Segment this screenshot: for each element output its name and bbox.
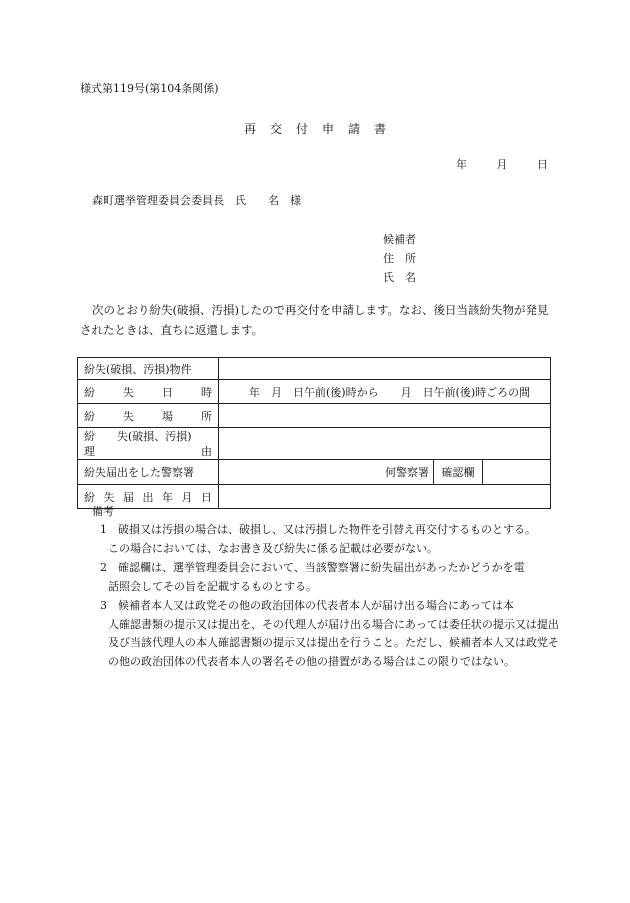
note-item: 2 確認欄は、選挙管理委員会において、当該警察署に紛失届出があったかどうかを電 話照会してその旨を記載するものとする。 (100, 561, 525, 593)
note-item: 3 候補者本人又は政党その他の政治団体の代表者本人が届け出る場合にあっては本 人確認書類の提示又は提出を、その代理人が届け出る場合にあっては委任状の提示又は提出及び当該代理人の本人確認書類の提示又は提出を行うこと。ただし、候補者本人又は政党その他の政治団体の代表者本人の署名その他の措置がある場合はこの限りではない。 (100, 599, 559, 668)
document-title: 再交付申請書 (244, 122, 401, 136)
table-row (78, 485, 551, 509)
confirm-field[interactable] (483, 460, 550, 484)
table-row (78, 358, 551, 380)
applicant-name-label: 氏 名 (383, 271, 416, 284)
lost-datetime-label: 紛 失 日 時 (78, 380, 219, 404)
lost-item-label: 紛失(破損、汚損)物件 (78, 358, 219, 380)
date-line (456, 156, 574, 172)
confirm-label: 確認欄 (433, 460, 483, 484)
police-station-field[interactable] (219, 460, 433, 484)
form-number: 様式第119号(第104条関係) (80, 82, 219, 95)
applicant-label: 候補者 (383, 233, 416, 246)
table-row (78, 380, 551, 404)
loss-reason-field[interactable] (219, 428, 551, 460)
notes-heading: 備考 (92, 505, 114, 518)
applicant-block (383, 230, 416, 287)
date-month: 月 (496, 158, 508, 171)
table-row (78, 460, 551, 485)
lost-datetime-field[interactable]: 年 月 日午前(後)時から 月 日午前(後)時ごろの間 (219, 380, 551, 404)
addressee: 森町選挙管理委員会委員長 氏 名 様 (92, 194, 301, 207)
report-date-field[interactable] (219, 485, 551, 509)
lost-place-field[interactable] (219, 404, 551, 428)
lost-place-label: 紛 失 場 所 (78, 404, 219, 428)
intro-paragraph: 次のとおり紛失(破損、汚損)したので再交付を申請します。なお、後日当該紛失物が発見されたときは、直ちに返還します。 (80, 303, 549, 337)
note-item: 1 破損又は汚損の場合は、破損し、又は汚損した物件を引替え再交付するものとする。 この場合においては、なお書き及び紛失に係る記載は必要がない。 (100, 523, 536, 555)
police-station-suffix: 何警察署 (385, 466, 429, 479)
loss-reason-label: 紛 失(破損、汚損) 理 由 (78, 428, 219, 460)
table-row (78, 428, 551, 460)
police-station-label: 紛失届出をした警察署 (78, 460, 219, 485)
application-table (77, 357, 551, 509)
date-day: 日 (537, 158, 548, 171)
applicant-address-label: 住 所 (383, 252, 416, 265)
table-row (78, 404, 551, 428)
report-date-label: 紛 失 届 出 年 月 日 (78, 485, 219, 509)
date-year: 年 (456, 158, 467, 171)
lost-item-field[interactable] (219, 358, 551, 380)
